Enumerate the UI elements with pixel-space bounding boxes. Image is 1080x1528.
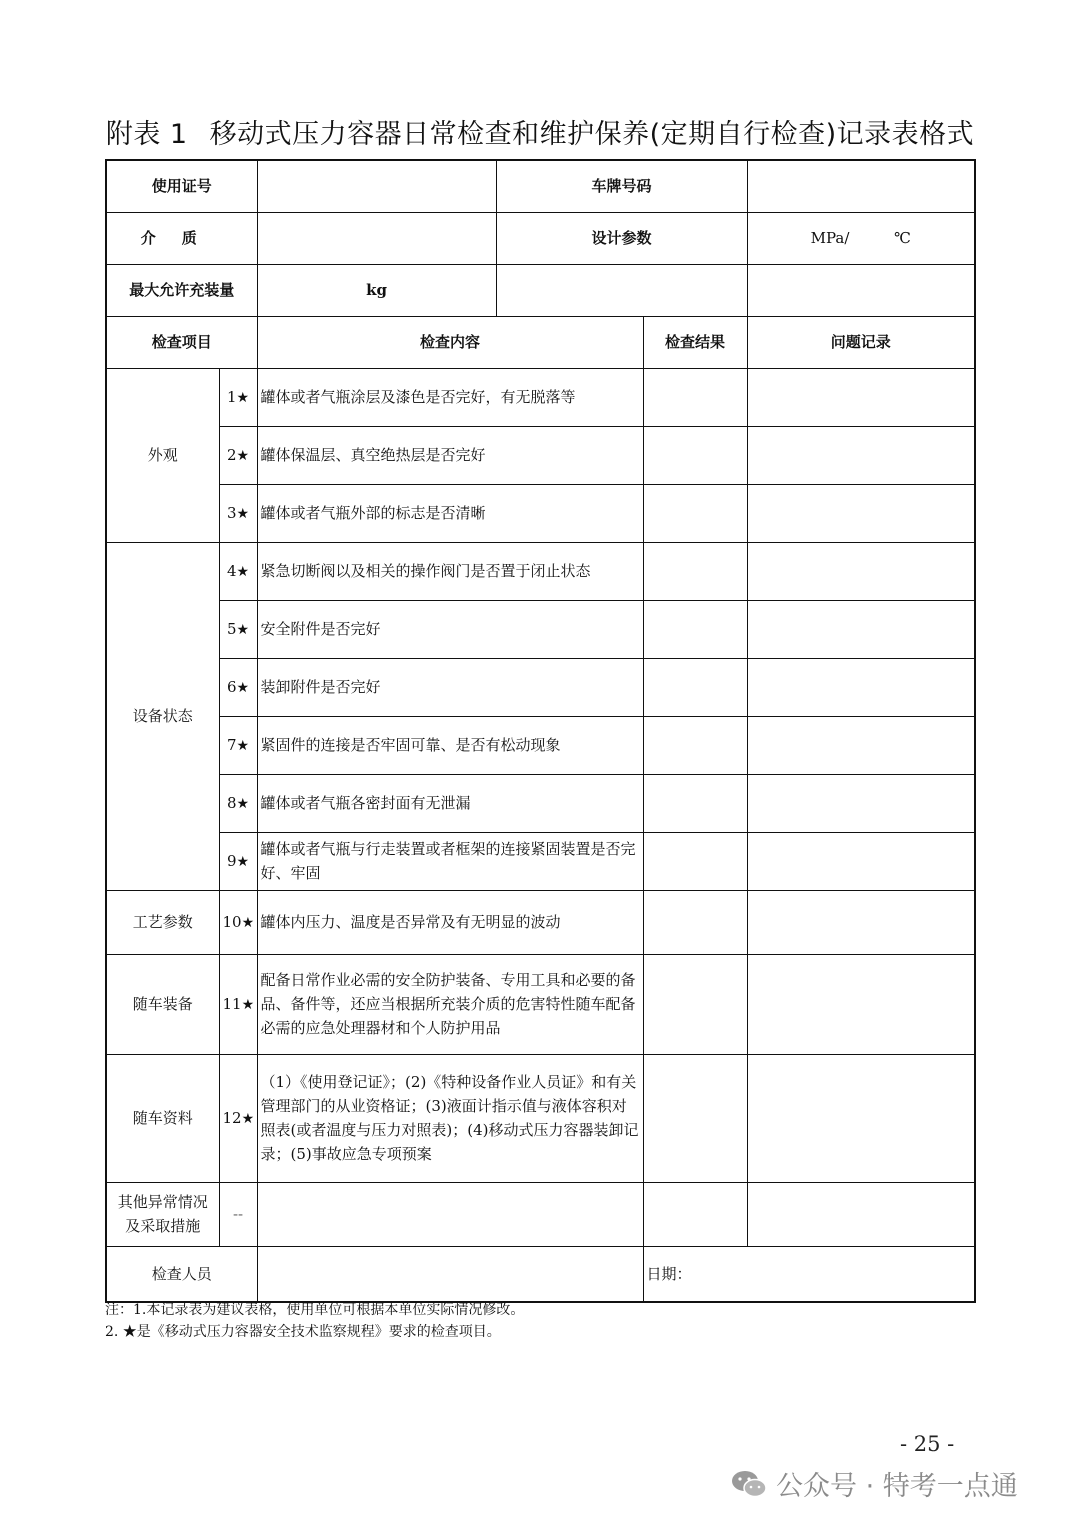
table-row xyxy=(106,658,975,716)
note-2: 2. ★是《移动式压力容器安全技术监察规程》要求的检查项目。 xyxy=(105,1324,501,1340)
header-row-1 xyxy=(106,160,975,212)
column-header-row xyxy=(106,316,975,368)
result-cell[interactable] xyxy=(643,890,747,954)
result-cell[interactable] xyxy=(643,426,747,484)
note-1: 注：1.本记录表为建议表格，使用单位可根据本单位实际情况修改。 xyxy=(105,1302,525,1318)
item-number: 4★ xyxy=(219,542,257,600)
notes xyxy=(105,1299,524,1343)
star-icon: ★ xyxy=(236,621,250,638)
use-cert-value[interactable] xyxy=(257,160,496,212)
group-process: 工艺参数 xyxy=(106,890,219,954)
result-cell[interactable] xyxy=(643,1182,747,1246)
star-icon: ★ xyxy=(241,914,255,931)
result-cell[interactable] xyxy=(643,484,747,542)
issue-cell[interactable] xyxy=(747,426,975,484)
table-row xyxy=(106,484,975,542)
item-content: 装卸附件是否完好 xyxy=(257,658,643,716)
date-label: 日期： xyxy=(646,1264,692,1283)
watermark xyxy=(730,1464,1018,1503)
issue-cell[interactable] xyxy=(747,774,975,832)
col-item-header: 检查项目 xyxy=(106,316,257,368)
design-params-label: 设计参数 xyxy=(496,212,747,264)
issue-cell[interactable] xyxy=(747,368,975,426)
item-content: （1）《使用登记证》；(2)《特种设备作业人员证》和有关管理部门的从业资格证；(3)液面计指示值与液体容积对照表(或者温度与压力对照表)；(4)移动式压力容器装卸记录；(5)事故应急专项预案 xyxy=(257,1054,643,1182)
title-text: 移动式压力容器日常检查和维护保养(定期自行检查)记录表格式 xyxy=(209,119,975,150)
other-content[interactable] xyxy=(257,1182,643,1246)
result-cell[interactable] xyxy=(643,542,747,600)
group-equipment: 设备状态 xyxy=(106,542,219,890)
issue-cell[interactable] xyxy=(747,658,975,716)
result-cell[interactable] xyxy=(643,658,747,716)
col-content-header: 检查内容 xyxy=(257,316,643,368)
issue-cell[interactable] xyxy=(747,890,975,954)
table-row xyxy=(106,1182,975,1246)
plate-value[interactable] xyxy=(747,160,975,212)
page-title xyxy=(0,112,1080,151)
other-number: -- xyxy=(219,1182,257,1246)
other-label: 其他异常情况及采取措施 xyxy=(106,1182,219,1246)
item-number: 12★ xyxy=(219,1054,257,1182)
issue-cell[interactable] xyxy=(747,954,975,1054)
table-row xyxy=(106,832,975,890)
item-content: 罐体保温层、真空绝热层是否完好 xyxy=(257,426,643,484)
item-content: 紧固件的连接是否牢固可靠、是否有松动现象 xyxy=(257,716,643,774)
inspector-value[interactable] xyxy=(257,1246,643,1302)
max-fill-unit[interactable]: kg xyxy=(257,264,496,316)
design-params-units[interactable]: MPa/ ℃ xyxy=(747,212,975,264)
table-row xyxy=(106,368,975,426)
table-row xyxy=(106,426,975,484)
issue-cell[interactable] xyxy=(747,484,975,542)
star-icon: ★ xyxy=(236,679,250,696)
star-icon: ★ xyxy=(236,447,250,464)
star-icon: ★ xyxy=(236,737,250,754)
medium-value[interactable] xyxy=(257,212,496,264)
table-row xyxy=(106,542,975,600)
medium-label: 介质 xyxy=(106,212,257,264)
appendix-number: 附表 1 xyxy=(105,119,188,150)
item-number: 8★ xyxy=(219,774,257,832)
inspection-record-table xyxy=(105,159,976,1303)
item-content: 罐体或者气瓶涂层及漆色是否完好，有无脱落等 xyxy=(257,368,643,426)
group-gear: 随车装备 xyxy=(106,954,219,1054)
use-cert-label: 使用证号 xyxy=(106,160,257,212)
star-icon: ★ xyxy=(236,563,250,580)
star-icon: ★ xyxy=(236,795,250,812)
item-content: 罐体或者气瓶与行走装置或者框架的连接紧固装置是否完好、牢固 xyxy=(257,832,643,890)
result-cell[interactable] xyxy=(643,600,747,658)
inspector-label: 检查人员 xyxy=(106,1246,257,1302)
watermark-text: 公众号 · 特考一点通 xyxy=(776,1471,1018,1502)
item-number: 11★ xyxy=(219,954,257,1054)
inspector-row xyxy=(106,1246,975,1302)
result-cell[interactable] xyxy=(643,954,747,1054)
item-number: 6★ xyxy=(219,658,257,716)
issue-cell[interactable] xyxy=(747,832,975,890)
group-appearance: 外观 xyxy=(106,368,219,542)
result-cell[interactable] xyxy=(643,368,747,426)
header-row-2 xyxy=(106,212,975,264)
date-field[interactable] xyxy=(643,1246,975,1302)
max-fill-label: 最大允许充装量 xyxy=(106,264,257,316)
item-content: 安全附件是否完好 xyxy=(257,600,643,658)
item-number: 2★ xyxy=(219,426,257,484)
result-cell[interactable] xyxy=(643,774,747,832)
table-row xyxy=(106,1054,975,1182)
header-row-3 xyxy=(106,264,975,316)
item-content: 罐体或者气瓶外部的标志是否清晰 xyxy=(257,484,643,542)
issue-cell[interactable] xyxy=(747,1054,975,1182)
star-icon: ★ xyxy=(241,1110,255,1127)
plate-label: 车牌号码 xyxy=(496,160,747,212)
empty-cell xyxy=(496,264,747,316)
item-content: 紧急切断阀以及相关的操作阀门是否置于闭止状态 xyxy=(257,542,643,600)
table-row xyxy=(106,954,975,1054)
star-icon: ★ xyxy=(241,996,255,1013)
item-content: 罐体内压力、温度是否异常及有无明显的波动 xyxy=(257,890,643,954)
item-number: 7★ xyxy=(219,716,257,774)
star-icon: ★ xyxy=(236,389,250,406)
table-row xyxy=(106,600,975,658)
issue-cell[interactable] xyxy=(747,600,975,658)
item-content: 配备日常作业必需的安全防护装备、专用工具和必要的备品、备件等，还应当根据所充装介质的危害特性随车配备必需的应急处理器材和个人防护用品 xyxy=(257,954,643,1054)
result-cell[interactable] xyxy=(643,716,747,774)
item-content: 罐体或者气瓶各密封面有无泄漏 xyxy=(257,774,643,832)
page-number: - 25 - xyxy=(900,1432,955,1456)
empty-cell xyxy=(747,264,975,316)
item-number: 1★ xyxy=(219,368,257,426)
star-icon: ★ xyxy=(236,505,250,522)
wechat-icon xyxy=(730,1469,768,1499)
table-row xyxy=(106,774,975,832)
col-issue-header: 问题记录 xyxy=(747,316,975,368)
result-cell[interactable] xyxy=(643,1054,747,1182)
result-cell[interactable] xyxy=(643,832,747,890)
col-result-header: 检查结果 xyxy=(643,316,747,368)
item-number: 3★ xyxy=(219,484,257,542)
star-icon: ★ xyxy=(236,853,250,870)
table-row xyxy=(106,716,975,774)
item-number: 10★ xyxy=(219,890,257,954)
item-number: 9★ xyxy=(219,832,257,890)
issue-cell[interactable] xyxy=(747,716,975,774)
group-docs: 随车资料 xyxy=(106,1054,219,1182)
table-row xyxy=(106,890,975,954)
issue-cell[interactable] xyxy=(747,542,975,600)
item-number: 5★ xyxy=(219,600,257,658)
issue-cell[interactable] xyxy=(747,1182,975,1246)
